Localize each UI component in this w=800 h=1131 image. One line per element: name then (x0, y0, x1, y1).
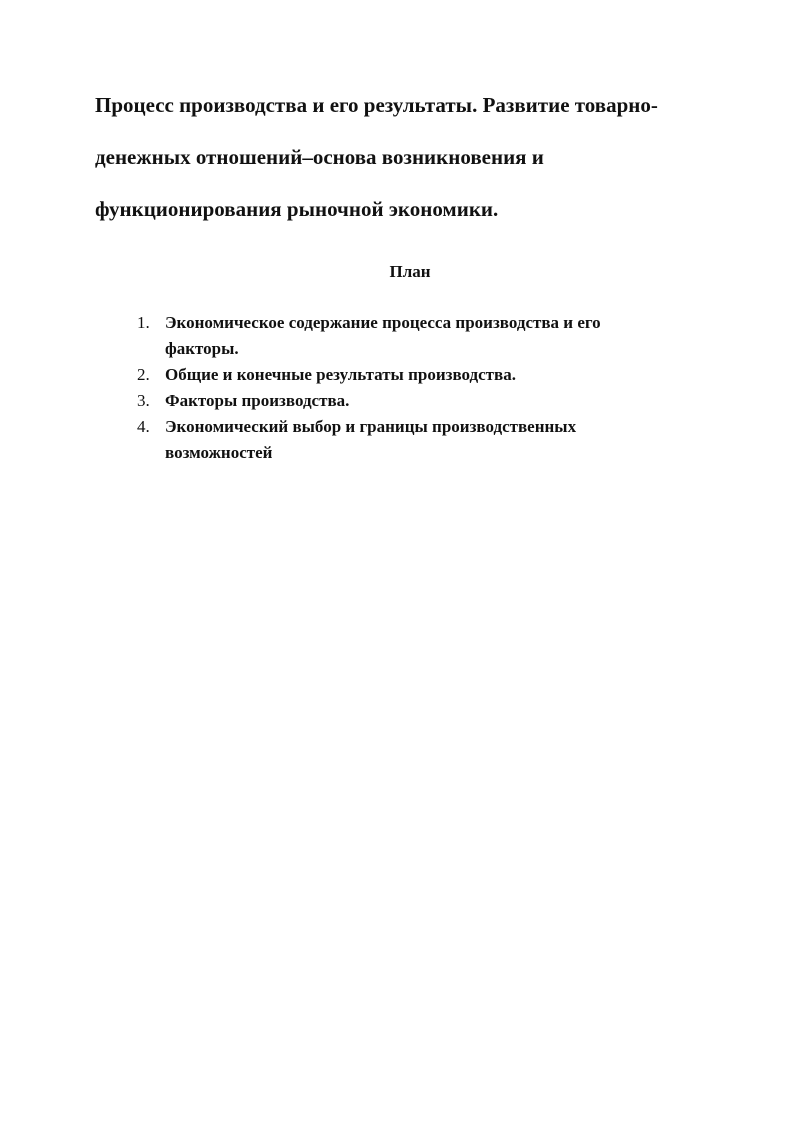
plan-item-number: 4. (137, 417, 150, 436)
plan-list (137, 310, 657, 466)
plan-item (137, 388, 657, 414)
plan-item-number: 3. (137, 391, 150, 410)
plan-item-text: Факторы производства. (165, 391, 350, 410)
plan-item-number: 1. (137, 313, 150, 332)
title-line: денежных отношений–основа возникновения и (95, 145, 544, 169)
plan-item-text: Экономический выбор и границы производственных возможностей (165, 417, 577, 462)
plan-item (137, 362, 657, 388)
title-line: функционирования рыночной экономики. (95, 197, 499, 221)
plan-item-text: Экономическое содержание процесса производства и его факторы. (165, 313, 601, 358)
plan-heading: План (389, 262, 431, 281)
plan-item-number: 2. (137, 365, 150, 384)
plan-item (137, 310, 657, 362)
plan-item-text: Общие и конечные результаты производства. (165, 365, 516, 384)
plan-item (137, 414, 657, 466)
document-title (95, 95, 715, 251)
title-line: Процесс производства и его результаты. Развитие товарно- (95, 93, 658, 117)
